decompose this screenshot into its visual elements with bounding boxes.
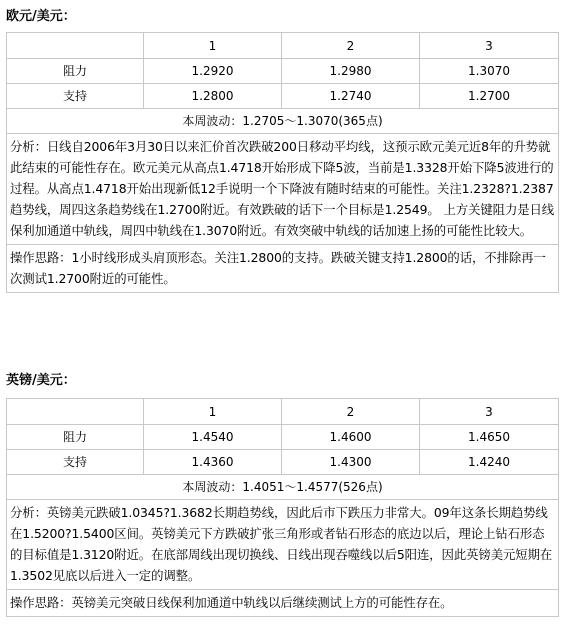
header-cell [7, 33, 144, 59]
levels-table [6, 398, 559, 617]
table-cell: 1.4650 [420, 425, 559, 450]
header-cell: 2 [282, 33, 420, 59]
header-cell: 3 [420, 399, 559, 425]
resistance-row [7, 59, 559, 84]
table-header-row [7, 399, 559, 425]
table-cell: 1.2700 [420, 84, 559, 109]
table-cell: 1.4300 [282, 450, 420, 475]
table-cell: 1.4360 [144, 450, 282, 475]
analysis-row [7, 500, 559, 590]
gbpusd-section [6, 372, 558, 617]
table-cell: 1.4240 [420, 450, 559, 475]
analysis-row [7, 134, 559, 245]
row-label: 阻力 [7, 425, 144, 450]
table-cell: 1.2740 [282, 84, 420, 109]
section-title: 英镑/美元： [6, 373, 76, 388]
weekly-range-row [7, 109, 559, 134]
row-label: 支持 [7, 84, 144, 109]
eurusd-section [6, 8, 558, 293]
strategy-text: 操作思路：1小时线形成头肩顶形态。关注1.2800的支持。跌破关键支持1.2800的话，不排除再一次测试1.2700附近的可能性。 [7, 245, 559, 293]
header-cell: 2 [282, 399, 420, 425]
header-cell: 1 [144, 33, 282, 59]
table-cell: 1.2800 [144, 84, 282, 109]
table-cell: 1.2980 [282, 59, 420, 84]
analysis-text: 分析：日线自2006年3月30日以来汇价首次跌破200日移动平均线，这预示欧元美元近8年的升势就此结束的可能性存在。欧元美元从高点1.4718开始形成下降5波，当前是1.3328开始下降5波进行的过程。从高点1.4718开始出现新低12手说明一个下降波有随时结束的可能性。关注1.2328?1.2387趋势线，周四这条趋势线在1.2700附近。有效跌破的话下一个目标是1.2549。 上方关键阻力是日线保利加通道中轨线，周四中轨线在1.3070附近。有效突破中轨线的话加速上扬的可能性比较大。 [7, 134, 559, 245]
levels-table [6, 32, 559, 293]
weekly-range: 本周波动：1.2705～1.3070(365点) [7, 109, 559, 134]
row-label: 支持 [7, 450, 144, 475]
section-title: 欧元/美元： [6, 9, 76, 24]
analysis-text: 分析：英镑美元跌破1.0345?1.3682长期趋势线，因此后市下跌压力非常大。09年这条长期趋势线在1.5200?1.5400区间。英镑美元下方跌破扩张三角形或者钻石形态的底边以后，理论上钻石形态的目标值是1.3120附近。在底部周线出现切换线、日线出现吞噬线以后5阳连，因此英镑美元短期在1.3502见底以后进入一定的调整。 [7, 500, 559, 590]
header-cell: 1 [144, 399, 282, 425]
table-header-row [7, 33, 559, 59]
strategy-row [7, 590, 559, 617]
strategy-text: 操作思路：英镑美元突破日线保利加通道中轨线以后继续测试上方的可能性存在。 [7, 590, 559, 617]
support-row [7, 450, 559, 475]
header-cell [7, 399, 144, 425]
weekly-range-row [7, 475, 559, 500]
header-cell: 3 [420, 33, 559, 59]
weekly-range: 本周波动：1.4051～1.4577(526点) [7, 475, 559, 500]
table-cell: 1.3070 [420, 59, 559, 84]
table-cell: 1.4540 [144, 425, 282, 450]
row-label: 阻力 [7, 59, 144, 84]
table-cell: 1.4600 [282, 425, 420, 450]
strategy-row [7, 245, 559, 293]
table-cell: 1.2920 [144, 59, 282, 84]
support-row [7, 84, 559, 109]
resistance-row [7, 425, 559, 450]
